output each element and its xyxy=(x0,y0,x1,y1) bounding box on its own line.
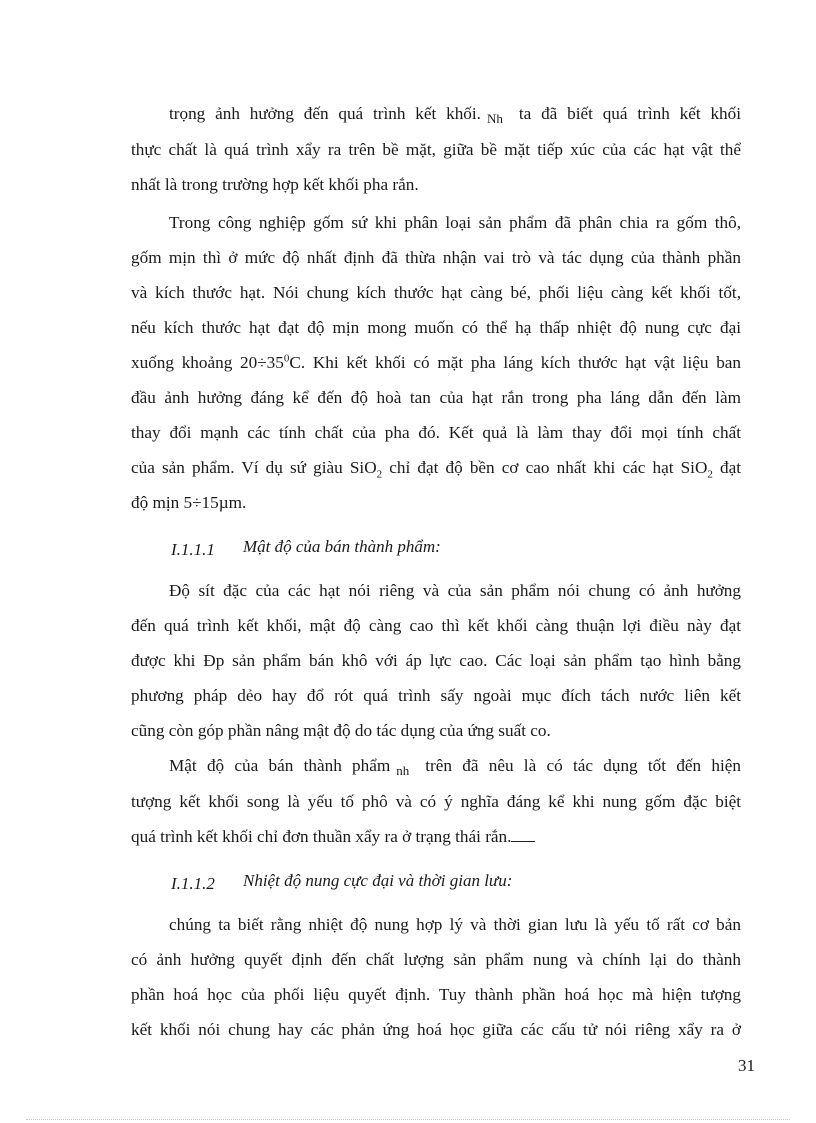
text-run: đạt xyxy=(712,458,741,477)
paragraph-3 xyxy=(131,573,741,748)
section-number: I.1.1.1 xyxy=(171,540,215,559)
subscript: 2 xyxy=(376,468,383,481)
paragraph-line: kết khối nói chung hay các phản ứng hoá học giữa các cấu tử nói riêng xẩy ra ở xyxy=(131,1020,741,1039)
paragraph-line: Trong công nghiệp gốm sứ khi phân loại sản phẩm đã phân chia ra gốm thô, xyxy=(169,213,741,232)
text-run: chỉ đạt độ bền cơ cao nhất khi các hạt SiO xyxy=(382,458,708,477)
text-run: Mật độ của bán thành phẩm xyxy=(169,756,391,775)
text-run: trọng ảnh hưởng đến quá trình kết khối. xyxy=(169,104,481,123)
paragraph-line: phương pháp dẻo hay đổ rót quá trình sấy ngoài mục đích tách nước liên kết xyxy=(131,686,741,705)
paragraph-line: được khi Đp sản phẩm bán khô với áp lực cao. Các loại sản phẩm tạo hình bằng xyxy=(131,651,741,670)
section-title: Mật độ của bán thành phẩm: xyxy=(243,537,441,556)
paragraph-line xyxy=(131,450,741,485)
paragraph-line: thay đổi mạnh các tính chất của pha đó. Kết quả là làm thay đổi mọi tính chất xyxy=(131,423,741,442)
stray-abbreviation: nh xyxy=(396,763,410,778)
paragraph-line xyxy=(131,345,741,380)
paragraph-line: chúng ta biết rằng nhiệt độ nung hợp lý và thời gian lưu là yếu tố rất cơ bản xyxy=(169,915,741,934)
paragraph-line: thực chất là quá trình xẩy ra trên bề mặt, giữa bề mặt tiếp xúc của các hạt vật thể xyxy=(131,140,741,159)
paragraph-2 xyxy=(131,205,741,520)
paragraph-line: độ mịn 5÷15µm. xyxy=(131,493,247,512)
paragraph-line: phần hoá học của phối liệu quyết định. Tuy thành phần hoá học mà hiện tượng xyxy=(131,985,741,1004)
paragraph-line: tượng kết khối song là yếu tố phô và có ý nghĩa đáng kể khi nung gốm đặc biệt xyxy=(131,792,741,811)
text-run: của sản phẩm. Ví dụ sứ giàu SiO xyxy=(131,458,377,477)
paragraph-line: nhất là trong trường hợp kết khối pha rắn. xyxy=(131,175,419,194)
paragraph-line: Độ sít đặc của các hạt nói riêng và của sản phẩm nói chung có ảnh hưởng xyxy=(169,581,741,600)
paragraph-line: gốm mịn thì ở mức độ nhất định đã thừa nhận vai trò và tác dụng của thành phần xyxy=(131,248,741,267)
page-number: 31 xyxy=(738,1056,755,1075)
text-run: xuống khoảng 20÷35 xyxy=(131,353,284,372)
paragraph-line: có ảnh hưởng quyết định đến chất lượng sản phẩm nung và chính lại do thành xyxy=(131,950,741,969)
section-heading-1 xyxy=(131,532,741,567)
paragraph-5 xyxy=(131,907,741,1047)
paragraph-line: và kích thước hạt. Nói chung kích thước hạt càng bé, phối liệu càng kết khối tốt, xyxy=(131,283,741,302)
paragraph-line: cũng còn góp phần nâng mật độ do tác dụng của ứng suất co. xyxy=(131,721,551,740)
underline-mark xyxy=(511,827,535,842)
paragraph-line xyxy=(131,819,741,854)
paragraph-line: nếu kích thước hạt đạt độ mịn mong muốn có thể hạ thấp nhiệt độ nung cực đại xyxy=(131,318,741,337)
text-run: ta đã biết quá trình kết khối xyxy=(518,104,742,123)
page-bottom-divider xyxy=(26,1119,790,1120)
paragraph-4 xyxy=(131,748,741,854)
section-number: I.1.1.2 xyxy=(171,874,215,893)
paragraph-line: đến quá trình kết khối, mật độ càng cao thì kết khối càng thuận lợi điều này đạt xyxy=(131,616,741,635)
paragraph-line xyxy=(131,96,741,132)
paragraph-line xyxy=(131,748,741,784)
paragraph-line: đầu ảnh hưởng đáng kể đến độ hoà tan của hạt rắn trong pha láng dẫn đến làm xyxy=(131,388,741,407)
text-run: trên đã nêu là có tác dụng tốt đến hiện xyxy=(425,756,741,775)
paragraph-1 xyxy=(131,96,741,202)
subscript: 2 xyxy=(707,468,713,481)
text-run: C. Khi kết khối có mặt pha láng kích thước hạt vật liệu ban xyxy=(289,353,742,372)
section-title: Nhiệt độ nung cực đại và thời gian lưu: xyxy=(243,871,513,890)
page-content xyxy=(131,96,741,1047)
stray-abbreviation: Nh xyxy=(486,111,503,126)
text-run: quá trình kết khối chỉ đơn thuần xẩy ra ở trạng thái rắn. xyxy=(131,827,512,846)
section-heading-2 xyxy=(131,866,741,901)
superscript: 0 xyxy=(283,352,290,365)
